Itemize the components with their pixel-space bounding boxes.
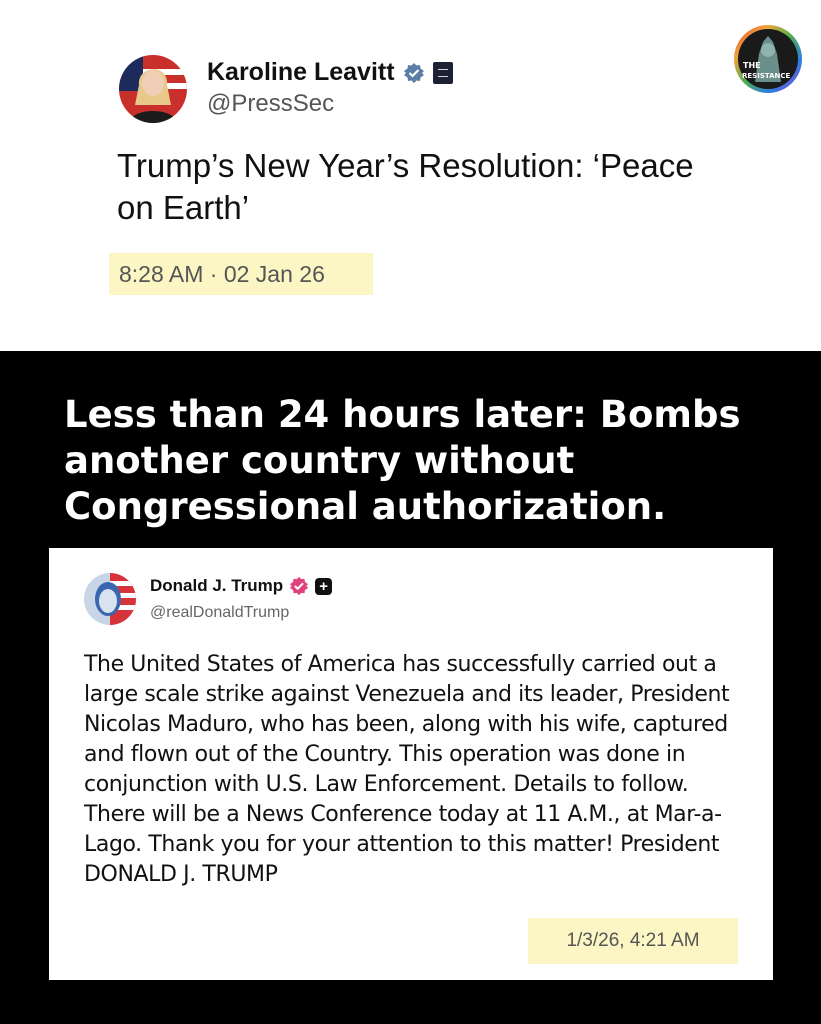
logo-line2: RESISTANCE [742,72,791,80]
verified-badge-icon [403,62,425,84]
first-post-panel [0,0,821,351]
verified-badge-icon [289,576,309,596]
karoline-name[interactable]: Karoline Leavitt [207,58,395,86]
white-house-affiliate-icon [433,62,453,84]
trump-post-text: The United States of America has successfully carried out a large scale strike against Venezuela and its leader, President Nicolas Maduro, who has been, along with his wife, captured and flown out of the Country. This operation was done in conjunction with U.S. Law Enforcement. Details to follow. There will be a News Conference today at 11 A.M., at Mar-a-Lago. Thank you for your attention to this matter! President DONALD J. TRUMP [84,652,730,887]
karoline-avatar[interactable] [119,55,187,123]
plus-icon: + [315,578,332,595]
karoline-handle[interactable]: @PressSec [207,90,335,117]
trump-name[interactable]: Donald J. Trump [150,576,284,595]
karoline-post-timestamp[interactable]: 8:28 AM · 02 Jan 26 [109,253,373,295]
logo-line1: THE [743,61,761,70]
trump-handle[interactable]: @realDonaldTrump [150,604,290,621]
headline: Less than 24 hours later: Bombs another country without Congressional authorization. [64,393,741,528]
trump-avatar[interactable] [84,573,136,625]
trump-post-timestamp[interactable]: 1/3/26, 4:21 AM [528,918,738,964]
karoline-post-text: Trump’s New Year’s Resolution: ‘Peace on Earth’ [117,147,694,226]
the-resistance-logo [733,24,803,94]
second-post-card [49,548,773,980]
